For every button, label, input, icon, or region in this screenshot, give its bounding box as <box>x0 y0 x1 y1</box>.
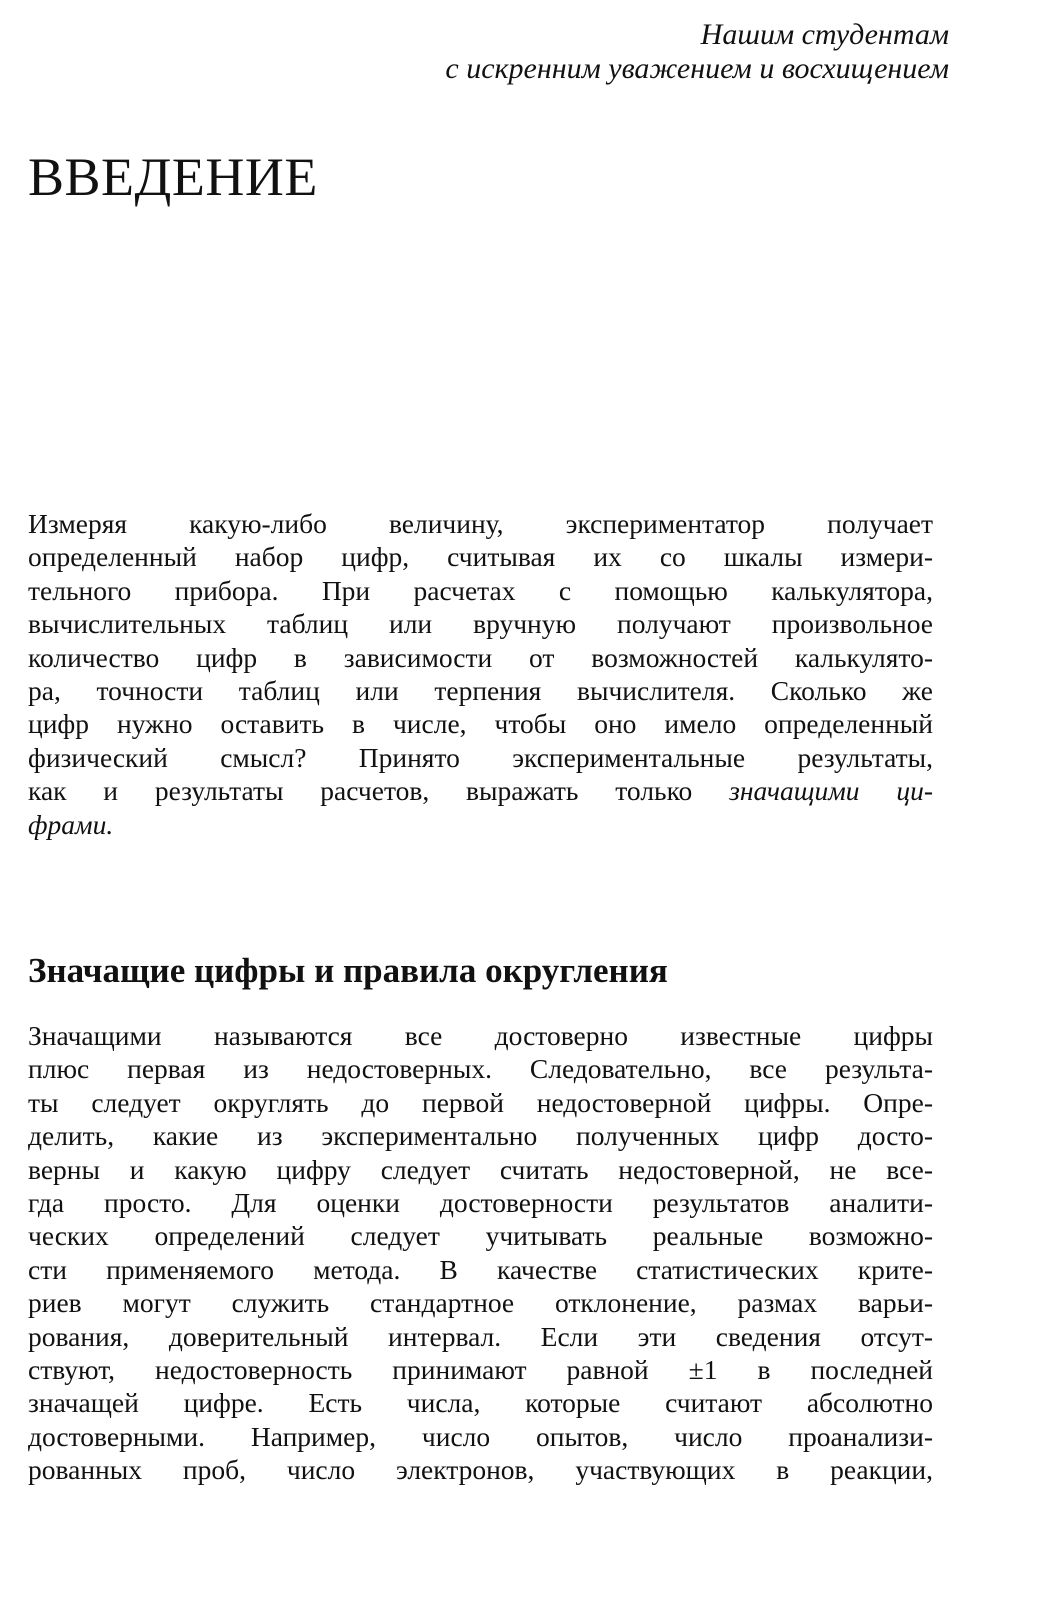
intro-line: определенный набор цифр, считывая их со шкалы измери- <box>28 541 933 573</box>
chapter-title: ВВЕДЕНИЕ <box>28 147 318 207</box>
section-line: плюс первая из недостоверных. Следовательно, все результа- <box>28 1053 933 1085</box>
section-line: делить, какие из экспериментально полученных цифр досто- <box>28 1120 933 1152</box>
epigraph <box>249 18 949 86</box>
section-line: ты следует округлять до первой недостоверной цифры. Опре- <box>28 1086 933 1118</box>
epigraph-line-2: с искренним уважением и восхищением <box>445 52 949 85</box>
intro-line: вычислительных таблиц или вручную получают произвольное <box>28 608 933 640</box>
intro-emphasis: значащими ци- <box>729 775 933 807</box>
section-line: гда просто. Для оценки достоверности результатов аналити- <box>28 1187 933 1219</box>
epigraph-line-1: Нашим студентам <box>700 18 949 51</box>
section-line: достоверными. Например, число опытов, число проанализи- <box>28 1420 933 1452</box>
intro-line-text: как и результаты расчетов, выражать только <box>28 775 693 807</box>
section-line: сти применяемого метода. В качестве статистических крите- <box>28 1253 933 1285</box>
section-title: Значащие цифры и правила округления <box>28 951 668 990</box>
intro-line: цифр нужно оставить в числе, чтобы оно имело определенный <box>28 708 933 740</box>
intro-line-final <box>28 808 933 841</box>
section-line: рования, доверительный интервал. Если эти сведения отсут- <box>28 1320 933 1352</box>
section-line: верны и какую цифру следует считать недостоверной, не все- <box>28 1153 933 1185</box>
section-line: ческих определений следует учитывать реальные возможно- <box>28 1220 933 1252</box>
section-paragraph <box>28 1019 933 1487</box>
intro-line: физический смысл? Принято экспериментальные результаты, <box>28 741 933 773</box>
intro-line: ра, точности таблиц или терпения вычислителя. Сколько же <box>28 675 933 707</box>
section-line: значащей цифре. Есть числа, которые считают абсолютно <box>28 1387 933 1419</box>
section-line: ствуют, недостоверность принимают равной ±1 в последней <box>28 1354 933 1386</box>
intro-line-mixed <box>28 774 933 807</box>
intro-line: Измеряя какую-либо величину, экспериментатор получает <box>28 508 933 539</box>
section-line: Значащими называются все достоверно известные цифры <box>28 1020 933 1051</box>
intro-line: тельного прибора. При расчетах с помощью калькулятора, <box>28 574 933 606</box>
section-line: риев могут служить стандартное отклонение, размах варьи- <box>28 1287 933 1319</box>
intro-paragraph <box>28 507 933 841</box>
intro-emphasis-end: фрами. <box>28 808 114 840</box>
section-line: рованных проб, число электронов, участвующих в реакции, <box>28 1454 933 1486</box>
intro-line: количество цифр в зависимости от возможностей калькулято- <box>28 641 933 673</box>
